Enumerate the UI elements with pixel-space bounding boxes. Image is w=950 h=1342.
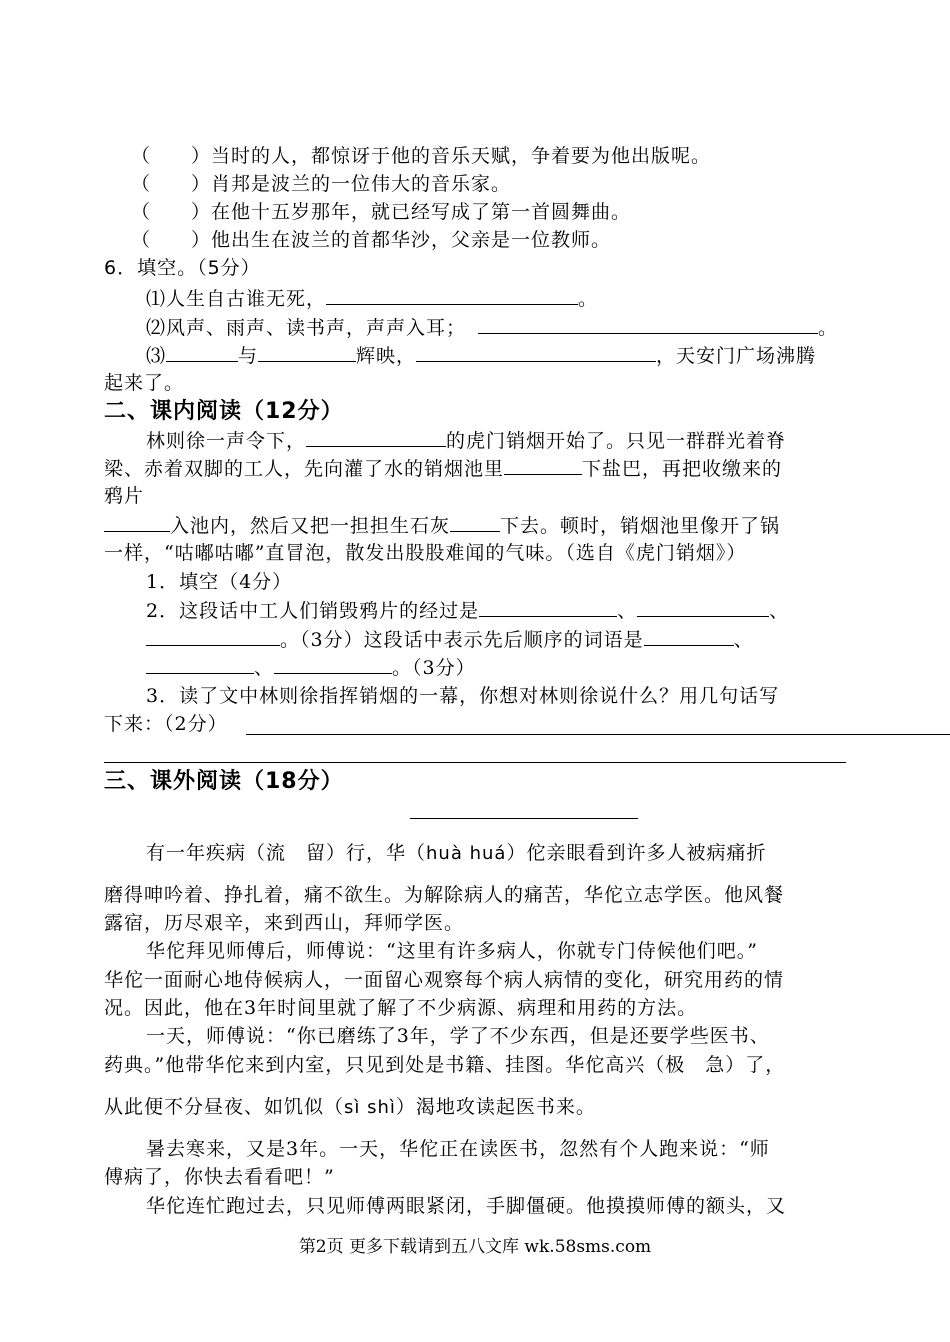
q6-line-3: ⑶ 与 辉映， ，天安门广场沸腾 [146,345,817,367]
answer-paren[interactable]: （ ） [131,173,212,195]
fill-blank[interactable] [166,343,238,362]
answer-paren[interactable]: （ ） [131,201,212,223]
fill-blank[interactable] [274,655,392,674]
s3-para-line: 磨得呻吟着、挣扎着，痛不欲生。为解除病人的痛苦，华佗立志学医。他风餐 [104,884,785,906]
fill-blank[interactable] [637,598,769,617]
pinyin-options: sì shì [344,1097,396,1118]
q5-item-3: （ ）在他十五岁那年，就已经写成了第一首圆舞曲。 [131,201,632,223]
s3-para-line: 有一年疾病（流 留）行，华（huà huá）佗亲眼看到许多人被病痛折 [146,842,767,864]
s3-para-line: 华佗一面耐心地侍候病人，一面留心观察每个病人病情的变化，研究用药的情 [104,969,785,991]
s3-para-line: 一天，师傅说：“你已磨练了3年，学了不少东西，但是还要学些医书、 [146,1025,770,1047]
s3-para-line: 傅病了，你快去看看吧！” [104,1166,335,1188]
s2-question-3-cont: 下来：（2分） [104,713,228,735]
s3-para-line: 华佗拜见师傅后，师傅说：“这里有许多病人，你就专门侍候他们吧。” [146,940,758,962]
pinyin-options: huà huá [426,843,507,864]
fill-blank[interactable] [146,655,254,674]
s2-question-2-cont: 、 。（3分） [146,655,476,680]
section-3-heading: 三、课外阅读（18分） [104,769,344,794]
fill-blank[interactable] [146,627,280,646]
title-line[interactable] [410,818,638,819]
fill-blank[interactable] [326,286,578,305]
s2-question-2-cont: 。（3分）这段话中表示先后顺序的词语是 、 [146,627,754,652]
s3-para-line: 华佗连忙跑过去，只见师傅两眼紧闭，手脚僵硬。他摸摸师傅的额头，又 [146,1195,787,1217]
answer-paren[interactable]: （ ） [131,145,212,167]
q5-item-4: （ ）他出生在波兰的首都华沙，父亲是一位教师。 [131,229,612,251]
fill-blank[interactable] [258,343,356,362]
s2-question-2: 2．这段话中工人们销毁鸦片的经过是 、 、 [146,600,790,622]
fill-blank[interactable] [644,627,734,646]
fill-blank[interactable] [478,315,818,334]
q5-item-2: （ ）肖邦是波兰的一位伟大的音乐家。 [131,173,512,195]
s3-para-line: 从此便不分昼夜、如饥似（sì shì）渴地攻读起医书来。 [104,1096,596,1118]
s2-para-line: 入池内，然后又把一担担生石灰 下去。顿时，销烟池里像开了锅 [104,513,780,538]
s2-question-1: 1．填空（4分） [146,571,293,593]
fill-blank[interactable] [450,513,500,532]
s2-para-line: 梁、赤着双脚的工人，先向灌了水的销烟池里 下盐巴，再把收缴来的 [104,458,783,480]
q6-line-1: ⑴人生自古谁无死， 。 [146,288,599,310]
fill-blank[interactable] [504,456,582,475]
q6-title: 6．填空。（5分） [104,257,261,279]
fill-blank[interactable] [416,343,656,362]
s3-para-line: 暑去寒来，又是3年。一天，华佗正在读医书，忽然有个人跑来说：“师 [146,1138,770,1160]
q6-line-2: ⑵风声、雨声、读书声，声声入耳； 。 [146,317,839,339]
s2-para-line: 鸦片 [104,485,145,507]
s2-question-3: 3．读了文中林则徐指挥销烟的一幕，你想对林则徐说什么？用几句话写 [146,685,780,707]
s3-para-line: 露宿，历尽艰辛，来到西山，拜师学医。 [104,912,465,934]
page-footer: 第2页 更多下载请到五八文库 wk.58sms.com [298,1237,652,1257]
fill-blank[interactable] [479,598,617,617]
fill-blank[interactable] [306,428,446,447]
answer-line[interactable] [246,734,950,735]
answer-paren[interactable]: （ ） [131,229,212,251]
fill-blank[interactable] [104,513,170,532]
q5-item-1: （ ）当时的人，都惊讶于他的音乐天赋，争着要为他出版呢。 [131,145,712,167]
answer-line[interactable] [104,762,846,763]
q6-line-4: 起来了。 [104,372,185,394]
s3-para-line: 况。因此，他在3年时间里就了解了不少病源、病理和用药的方法。 [104,997,698,1019]
section-2-heading: 二、课内阅读（12分） [104,399,344,424]
s2-para-line: 一样，“咕嘟咕嘟”直冒泡，散发出股股难闻的气味。（选自《虎门销烟》） [104,542,747,564]
s2-para-line: 林则徐一声令下， 的虎门销烟开始了。只见一群群光着脊 [146,430,787,452]
s3-para-line: 药典。”他带华佗来到内室，只见到处是书籍、挂图。华佗高兴（极 急）了， [104,1054,786,1076]
